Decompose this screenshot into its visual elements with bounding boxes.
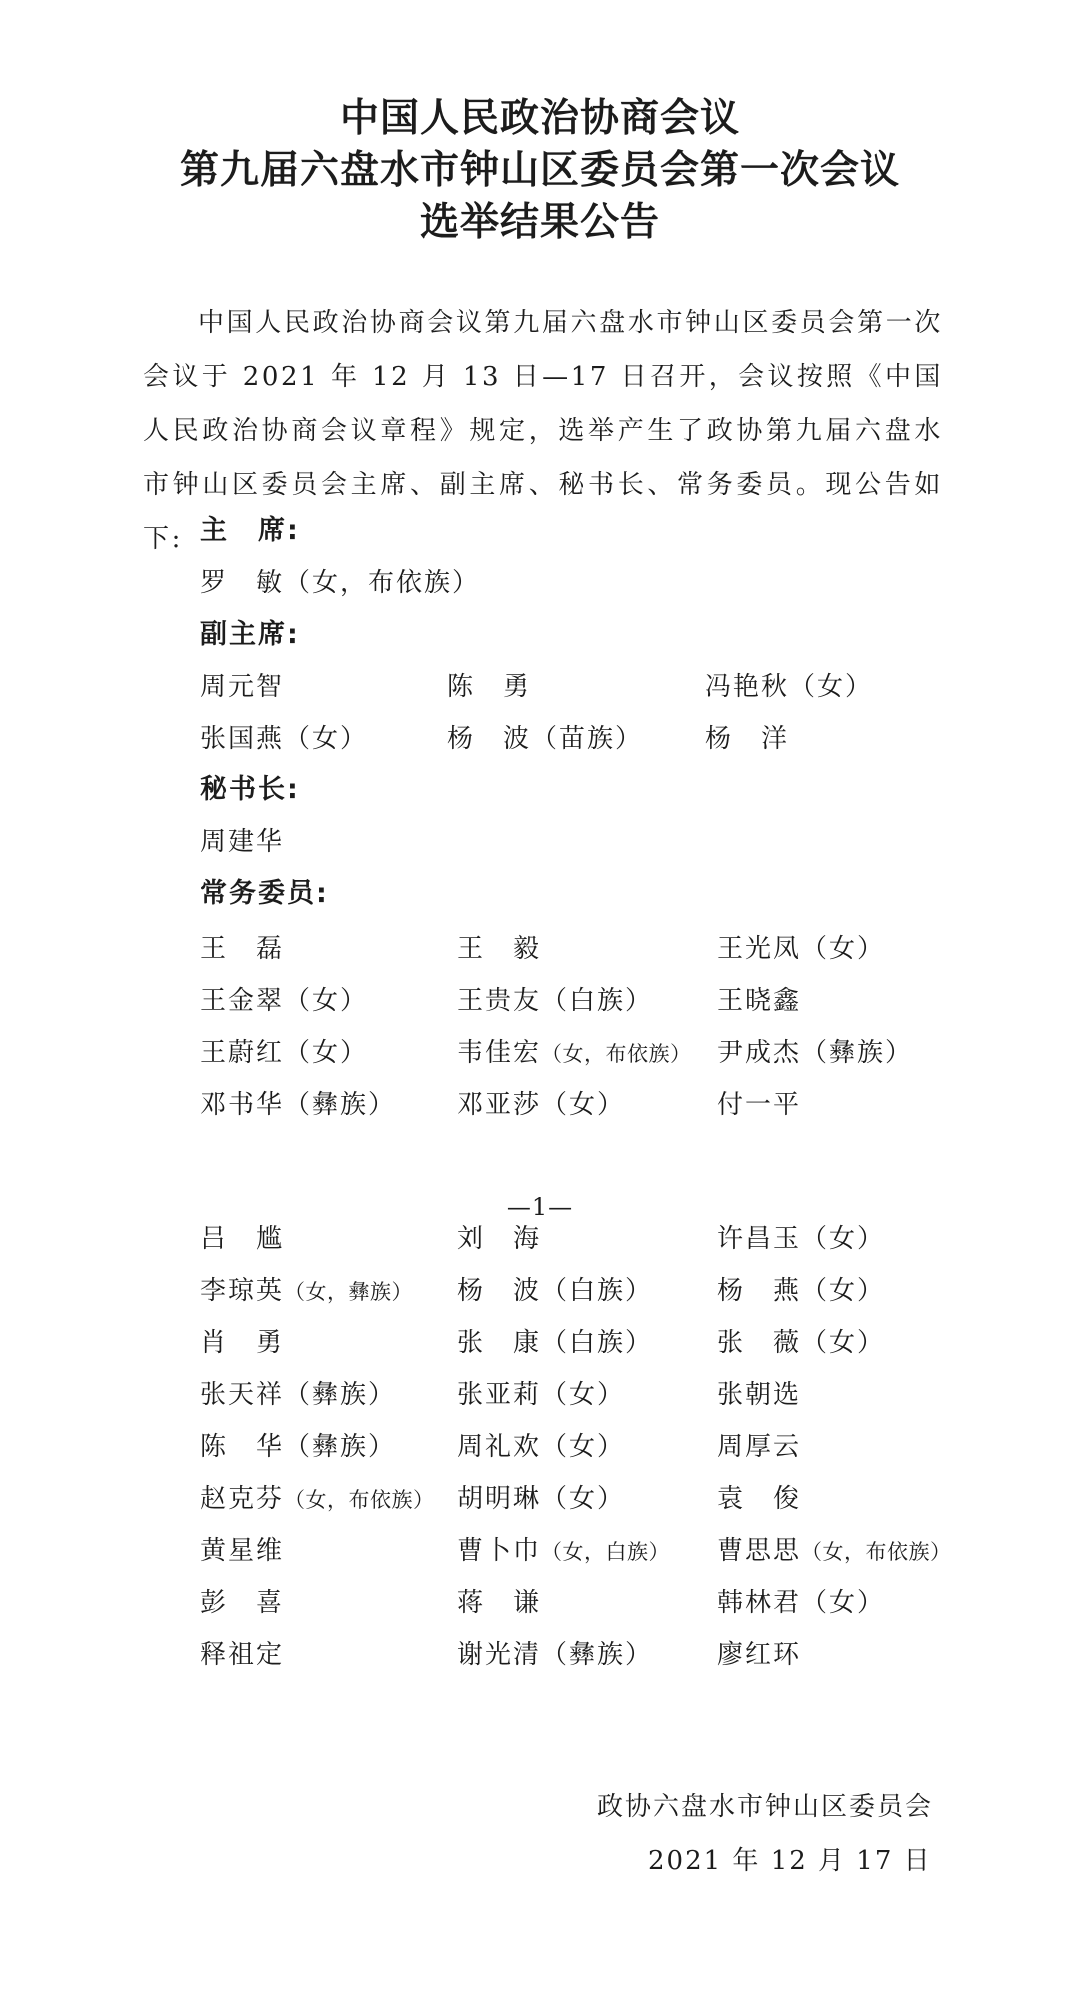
person-name: 刘 海 xyxy=(457,1224,542,1254)
person-name: 周礼欢 xyxy=(457,1432,542,1462)
person-name: 付一平 xyxy=(717,1090,802,1120)
standing-member-name xyxy=(200,1273,413,1310)
secretary-general-name xyxy=(200,824,284,860)
heading-vice-chairs: 副主席: xyxy=(200,619,300,650)
heading-chair: 主 席: xyxy=(200,515,300,546)
person-note: （彝族） xyxy=(284,1090,397,1120)
person-note: （女） xyxy=(284,1038,369,1068)
standing-member-name xyxy=(717,1481,801,1517)
person-note: （女） xyxy=(801,934,886,964)
standing-member-name xyxy=(457,1273,653,1309)
person-note: （女） xyxy=(801,1588,886,1618)
person-name: 谢光清 xyxy=(457,1640,542,1670)
standing-member-name xyxy=(457,983,653,1019)
standing-member-name xyxy=(717,983,801,1019)
vice-chair-name xyxy=(447,721,643,757)
person-note: （女） xyxy=(801,1224,886,1254)
standing-member-name xyxy=(200,1429,396,1465)
person-name: 李琼英 xyxy=(200,1276,285,1306)
standing-member-name xyxy=(717,1637,801,1673)
standing-member-name xyxy=(457,931,541,967)
person-name: 韩林君 xyxy=(717,1588,802,1618)
person-note: （女） xyxy=(541,1432,626,1462)
person-name: 张天祥 xyxy=(200,1380,285,1410)
standing-member-name xyxy=(717,1325,885,1361)
signature-organization: 政协六盘水市钟山区委员会 xyxy=(597,1792,934,1822)
person-note: （女） xyxy=(284,986,369,1016)
person-note: （女，布依族） xyxy=(284,1488,435,1512)
standing-member-name xyxy=(457,1087,625,1123)
vice-chair-name xyxy=(705,721,789,757)
standing-member-name xyxy=(200,931,284,967)
standing-member-name xyxy=(200,1377,396,1413)
person-name: 陈 华 xyxy=(200,1432,285,1462)
person-name: 王光凤 xyxy=(717,934,802,964)
person-name: 王金翠 xyxy=(200,986,285,1016)
standing-member-name xyxy=(200,1637,284,1673)
person-name: 张亚莉 xyxy=(457,1380,542,1410)
person-name: 王 磊 xyxy=(200,934,285,964)
person-name: 张 薇 xyxy=(717,1328,802,1358)
person-note: （白族） xyxy=(541,986,654,1016)
person-name: 周建华 xyxy=(200,827,285,857)
person-name: 杨 燕 xyxy=(717,1276,802,1306)
vice-chair-name xyxy=(705,669,873,705)
standing-member-name xyxy=(717,1429,801,1465)
title-line-3: 选举结果公告 xyxy=(419,199,660,245)
person-name: 杨 波 xyxy=(447,724,532,754)
page-number: —1— xyxy=(506,1193,574,1221)
standing-member-name xyxy=(200,1585,284,1621)
standing-member-name xyxy=(457,1637,653,1673)
person-name: 周厚云 xyxy=(717,1432,802,1462)
person-note: （女，彝族） xyxy=(284,1280,414,1304)
person-name: 陈 勇 xyxy=(447,672,532,702)
standing-member-name xyxy=(457,1377,625,1413)
standing-member-name xyxy=(200,983,368,1019)
standing-member-name xyxy=(717,1273,885,1309)
standing-member-name xyxy=(200,1221,284,1257)
person-name: 彭 喜 xyxy=(200,1588,285,1618)
person-name: 张 康 xyxy=(457,1328,542,1358)
person-name: 袁 俊 xyxy=(717,1484,802,1514)
person-note: （彝族） xyxy=(801,1038,914,1068)
person-name: 释祖定 xyxy=(200,1640,285,1670)
person-name: 王晓鑫 xyxy=(717,986,802,1016)
standing-member-name xyxy=(717,1377,801,1413)
person-name: 杨 波 xyxy=(457,1276,542,1306)
chair-name xyxy=(200,565,480,601)
person-name: 尹成杰 xyxy=(717,1038,802,1068)
heading-secretary-general: 秘书长: xyxy=(200,774,300,805)
person-note: （女） xyxy=(789,672,874,702)
person-name: 韦佳宏 xyxy=(457,1038,542,1068)
person-name: 罗 敏 xyxy=(200,568,285,598)
person-name: 王 毅 xyxy=(457,934,542,964)
vice-chair-name xyxy=(200,669,284,705)
standing-member-name xyxy=(200,1481,435,1518)
person-note: （女） xyxy=(801,1276,886,1306)
person-note: （白族） xyxy=(541,1276,654,1306)
standing-member-name xyxy=(457,1221,541,1257)
person-name: 王贵友 xyxy=(457,986,542,1016)
vice-chair-name xyxy=(200,721,368,757)
person-note: （女，布依族） xyxy=(541,1042,692,1066)
standing-member-name xyxy=(717,1221,885,1257)
standing-member-name xyxy=(717,1533,952,1570)
person-name: 周元智 xyxy=(200,672,285,702)
person-note: （彝族） xyxy=(541,1640,654,1670)
standing-member-name xyxy=(457,1035,692,1072)
standing-member-name xyxy=(717,931,885,967)
standing-member-name xyxy=(457,1585,541,1621)
title-line-2: 第九届六盘水市钟山区委员会第一次会议 xyxy=(179,147,900,193)
person-note: （女） xyxy=(541,1380,626,1410)
person-name: 冯艳秋 xyxy=(705,672,790,702)
person-name: 曹思思 xyxy=(717,1536,802,1566)
title-line-1: 中国人民政治协商会议 xyxy=(339,95,740,141)
intro-paragraph: 中国人民政治协商会议第九届六盘水市钟山区委员会第一次会议于 2021 年 12 月 13 日—17 日召开，会议按照《中国人民政治协商会议章程》规定，选举产生了政协第九届六盘水市钟山区委员会主席、副主席、秘书长、常务委员。现公告如下: xyxy=(143,308,943,554)
person-note: （女） xyxy=(801,1328,886,1358)
person-name: 胡明琳 xyxy=(457,1484,542,1514)
person-name: 黄星维 xyxy=(200,1536,285,1566)
person-name: 邓亚莎 xyxy=(457,1090,542,1120)
person-name: 张国燕 xyxy=(200,724,285,754)
person-note: （彝族） xyxy=(284,1380,397,1410)
heading-standing-members: 常务委员: xyxy=(200,878,329,909)
standing-member-name xyxy=(717,1035,913,1071)
person-name: 王蔚红 xyxy=(200,1038,285,1068)
person-note: （女） xyxy=(541,1484,626,1514)
person-name: 肖 勇 xyxy=(200,1328,285,1358)
person-name: 蒋 谦 xyxy=(457,1588,542,1618)
standing-member-name xyxy=(200,1035,368,1071)
standing-member-name xyxy=(457,1429,625,1465)
standing-member-name xyxy=(457,1481,625,1517)
standing-member-name xyxy=(457,1533,670,1570)
person-name: 吕 尴 xyxy=(200,1224,285,1254)
person-name: 廖红环 xyxy=(717,1640,802,1670)
person-name: 许昌玉 xyxy=(717,1224,802,1254)
person-note: （白族） xyxy=(541,1328,654,1358)
person-note: （女，布依族） xyxy=(801,1540,952,1564)
standing-member-name xyxy=(200,1087,396,1123)
standing-member-name xyxy=(200,1325,284,1361)
standing-member-name xyxy=(200,1533,284,1569)
person-name: 曹卜巾 xyxy=(457,1536,542,1566)
person-note: （彝族） xyxy=(284,1432,397,1462)
person-note: （女，白族） xyxy=(541,1540,671,1564)
person-note: （女） xyxy=(541,1090,626,1120)
person-note: （女，布依族） xyxy=(284,568,481,598)
standing-member-name xyxy=(717,1087,801,1123)
signature-date: 2021 年 12 月 17 日 xyxy=(648,1846,932,1876)
person-name: 张朝选 xyxy=(717,1380,802,1410)
person-note: （苗族） xyxy=(531,724,644,754)
person-name: 邓书华 xyxy=(200,1090,285,1120)
person-name: 赵克芬 xyxy=(200,1484,285,1514)
person-note: （女） xyxy=(284,724,369,754)
person-name: 杨 洋 xyxy=(705,724,790,754)
standing-member-name xyxy=(457,1325,653,1361)
vice-chair-name xyxy=(447,669,531,705)
standing-member-name xyxy=(717,1585,885,1621)
